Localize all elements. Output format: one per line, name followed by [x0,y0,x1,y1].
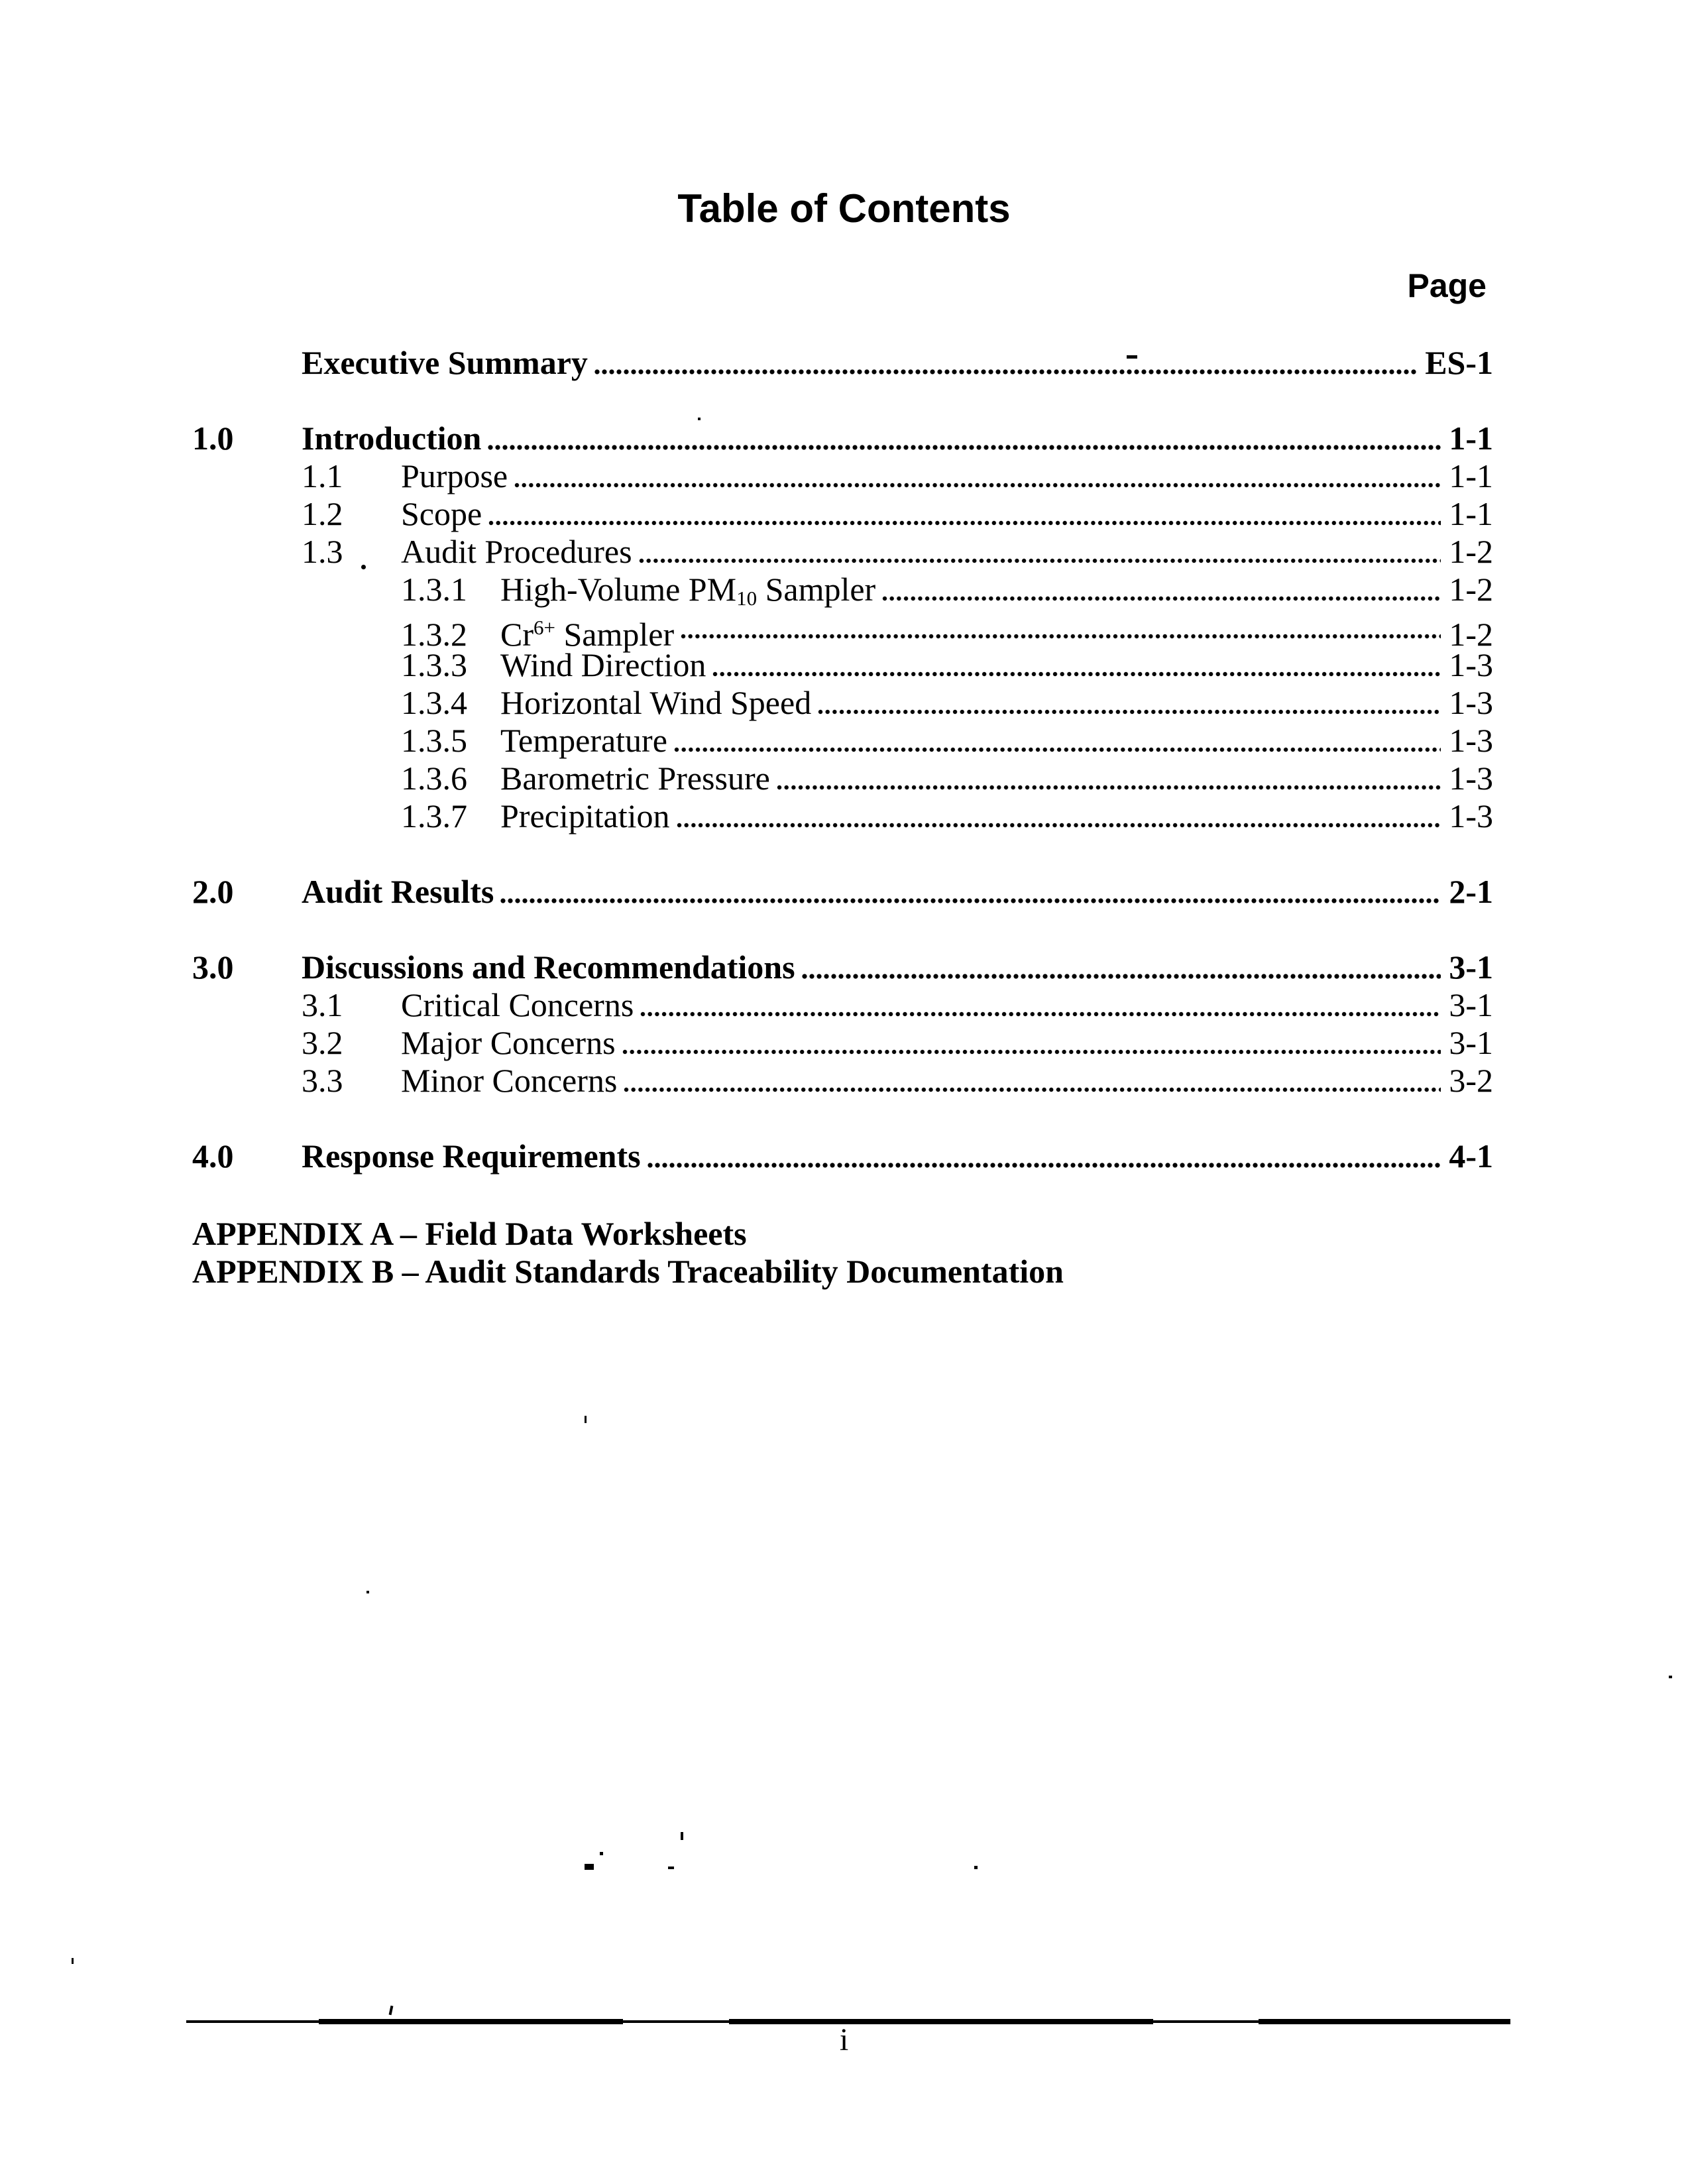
dot-leader [712,670,1441,678]
entry-label: Critical Concerns [401,986,634,1023]
scan-artifact [1669,1676,1672,1678]
entry-label: Executive Summary [302,344,588,381]
entry-label: Discussions and Recommendations [302,948,795,986]
entry-number: 1.2 [302,495,343,532]
toc-entry [192,646,1493,684]
entry-number: 3.2 [302,1024,343,1061]
page-number-footer: i [839,2022,849,2057]
scan-artifact [366,1591,369,1593]
scan-artifact [600,1852,603,1855]
toc-entry [192,873,1493,911]
entry-number: 1.3.2 [401,616,467,654]
toc-entry [192,533,1493,571]
scan-artifact [974,1866,978,1869]
entry-page-number: 1-2 [1449,571,1493,608]
entry-label: Purpose [401,457,508,494]
scan-artifact [585,1864,594,1870]
dot-leader [488,443,1441,451]
entry-label: Audit Procedures [401,533,632,570]
entry-number: 1.0 [192,420,234,457]
entry-number: 1.3.5 [401,722,467,759]
entry-number: 1.1 [302,457,343,494]
toc-entry [192,420,1493,457]
entry-label: Temperature [500,722,667,759]
scan-artifact [585,1416,587,1423]
dot-leader [624,1086,1441,1094]
entry-label: Major Concerns [401,1024,616,1061]
dot-leader [802,972,1441,980]
entry-number: 1.3.1 [401,571,467,608]
entry-number: 3.0 [192,948,234,986]
entry-number: 1.3.7 [401,797,467,834]
scan-artifact [389,2006,394,2016]
toc-entry [192,495,1493,533]
entry-page-number: 1-2 [1449,616,1493,654]
dot-leader [647,1161,1441,1169]
dot-leader [674,746,1441,754]
entry-label: Audit Results [302,873,494,910]
entry-page-number: 2-1 [1449,873,1493,910]
scan-artifact [681,1832,683,1840]
entry-page-number: 3-1 [1449,948,1493,986]
entry-page-number: 1-3 [1449,722,1493,759]
toc-entry [192,948,1493,986]
dot-leader [818,708,1441,716]
toc-entry [192,571,1493,608]
entry-page-number: 1-3 [1449,684,1493,721]
entry-page-number: 3-1 [1449,1024,1493,1061]
entry-number: 2.0 [192,873,234,910]
entry-number: 1.3.6 [401,760,467,797]
entry-label: Scope [401,495,482,532]
dot-leader [622,1048,1441,1056]
entry-page-number: 1-3 [1449,760,1493,797]
entry-number: 3.1 [302,986,343,1023]
entry-number: 3.3 [302,1062,343,1099]
dot-leader [681,632,1441,640]
entry-page-number: 3-2 [1449,1062,1493,1099]
entry-page-number: 1-1 [1449,495,1493,532]
entry-number: 1.3.3 [401,646,467,683]
entry-page-number: 1-3 [1449,646,1493,683]
entry-label: Minor Concerns [401,1062,618,1099]
dot-leader [677,821,1441,829]
dot-leader [500,897,1441,905]
entry-label: Introduction [302,420,482,457]
appendix-item: APPENDIX A – Field Data Worksheets [192,1215,747,1252]
entry-number: 1.3.4 [401,684,467,721]
toc-entry [192,1024,1493,1062]
entry-page-number: ES-1 [1425,344,1493,381]
dot-leader [639,557,1441,565]
toc-entry [192,1062,1493,1100]
entry-label: $Cr^{6+}$ Sampler [500,616,675,654]
toc-entry [192,986,1493,1024]
entry-label: Wind Direction [500,646,706,683]
appendix-list [192,1215,1064,1291]
dot-leader [514,481,1441,489]
toc-entry [192,760,1493,797]
entry-label: Response Requirements [302,1137,641,1175]
scan-artifact [698,418,701,420]
entry-number: 4.0 [192,1137,234,1175]
page-title: Table of Contents [677,186,1011,231]
toc-entry [192,1137,1493,1175]
scan-artifact [361,565,366,569]
entry-label: Horizontal Wind Speed [500,684,812,721]
entry-label: Precipitation [500,797,670,834]
entry-label: Barometric Pressure [500,760,770,797]
dot-leader [594,368,1417,376]
toc-entry [192,457,1493,495]
dot-leader [640,1010,1441,1018]
entry-label: High-Volume $PM_{10}$ Sampler [500,571,876,610]
scan-artifact [72,1958,74,1964]
entry-page-number: 3-1 [1449,986,1493,1023]
entry-page-number: 1-3 [1449,797,1493,834]
page-column-header: Page [1407,267,1487,304]
toc-list [192,344,1493,1175]
entry-page-number: 4-1 [1449,1137,1493,1175]
entry-page-number: 1-2 [1449,533,1493,570]
scan-artifact [1127,355,1137,359]
dot-leader [777,783,1441,791]
entry-number: 1.3 [302,533,343,570]
toc-entry [192,684,1493,722]
appendix-item: APPENDIX B – Audit Standards Traceability Documentation [192,1253,1064,1290]
entry-page-number: 1-1 [1449,457,1493,494]
dot-leader [488,519,1441,527]
toc-entry [192,344,1493,382]
toc-entry [192,797,1493,835]
entry-page-number: 1-1 [1449,420,1493,457]
toc-entry [192,722,1493,760]
dot-leader [882,595,1441,603]
scan-artifact [668,1867,674,1869]
